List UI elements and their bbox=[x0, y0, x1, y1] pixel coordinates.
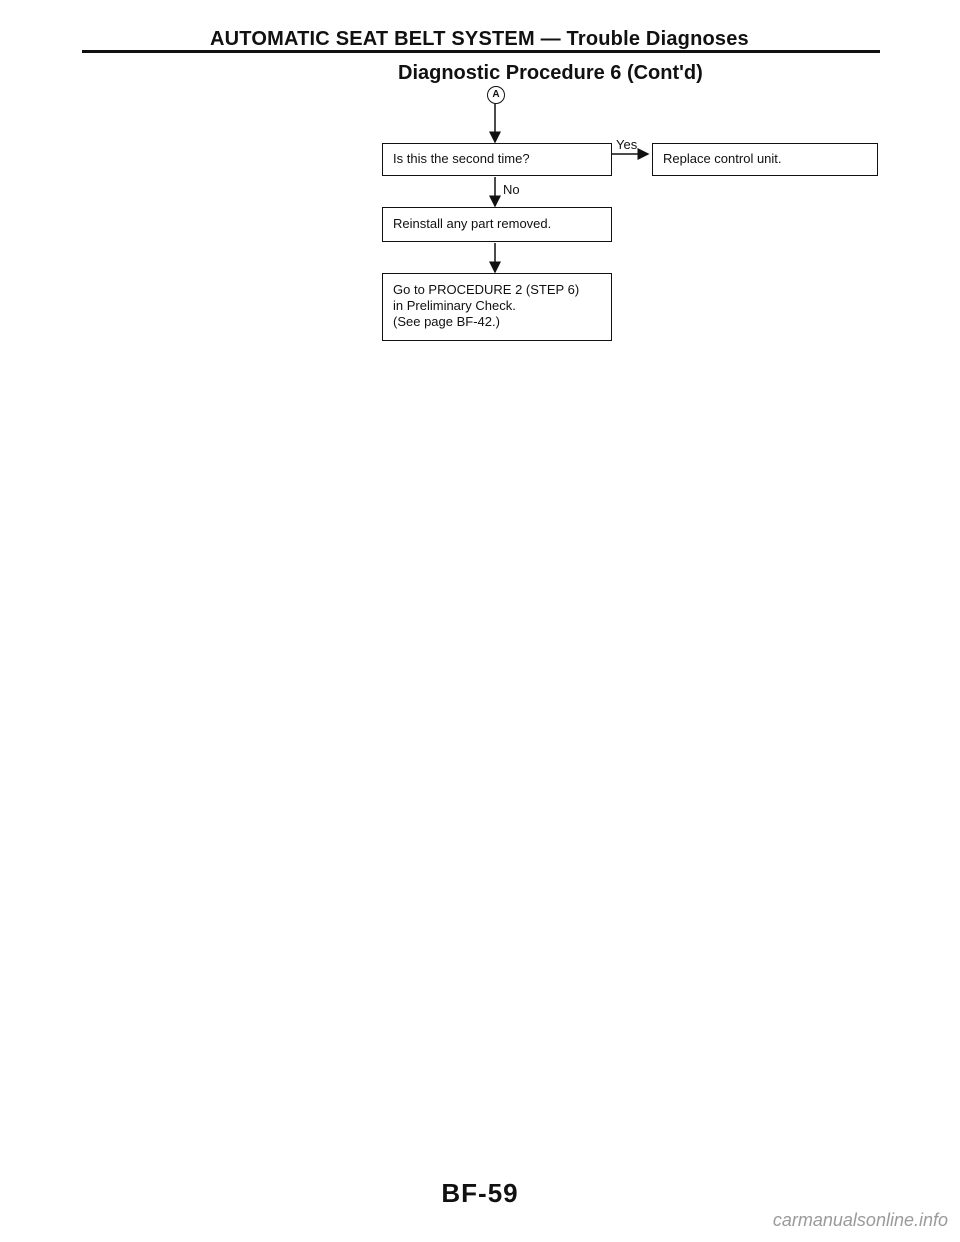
yes-action-text: Replace control unit. bbox=[663, 151, 782, 166]
page-header: AUTOMATIC SEAT BELT SYSTEM — Trouble Diagnoses bbox=[210, 28, 749, 50]
replace-control-unit-box bbox=[652, 143, 878, 176]
connector-a-icon: A bbox=[487, 86, 505, 104]
question-box bbox=[382, 143, 612, 176]
next-step-line-1: Go to PROCEDURE 2 (STEP 6) bbox=[393, 282, 580, 297]
watermark: carmanualsonline.info bbox=[772, 1210, 948, 1230]
next-step-line-2: in Preliminary Check. bbox=[393, 298, 516, 313]
yes-label: Yes bbox=[616, 137, 638, 152]
question-text: Is this the second time? bbox=[393, 151, 530, 166]
no-action-text: Reinstall any part removed. bbox=[393, 216, 552, 231]
next-step-line-3: (See page BF-42.) bbox=[393, 314, 500, 329]
page-subtitle: Diagnostic Procedure 6 (Cont'd) bbox=[398, 62, 703, 84]
reinstall-box bbox=[382, 207, 612, 242]
next-step-box bbox=[382, 273, 612, 341]
page-number: BF-59 bbox=[441, 1178, 519, 1208]
no-label: No bbox=[503, 182, 520, 197]
